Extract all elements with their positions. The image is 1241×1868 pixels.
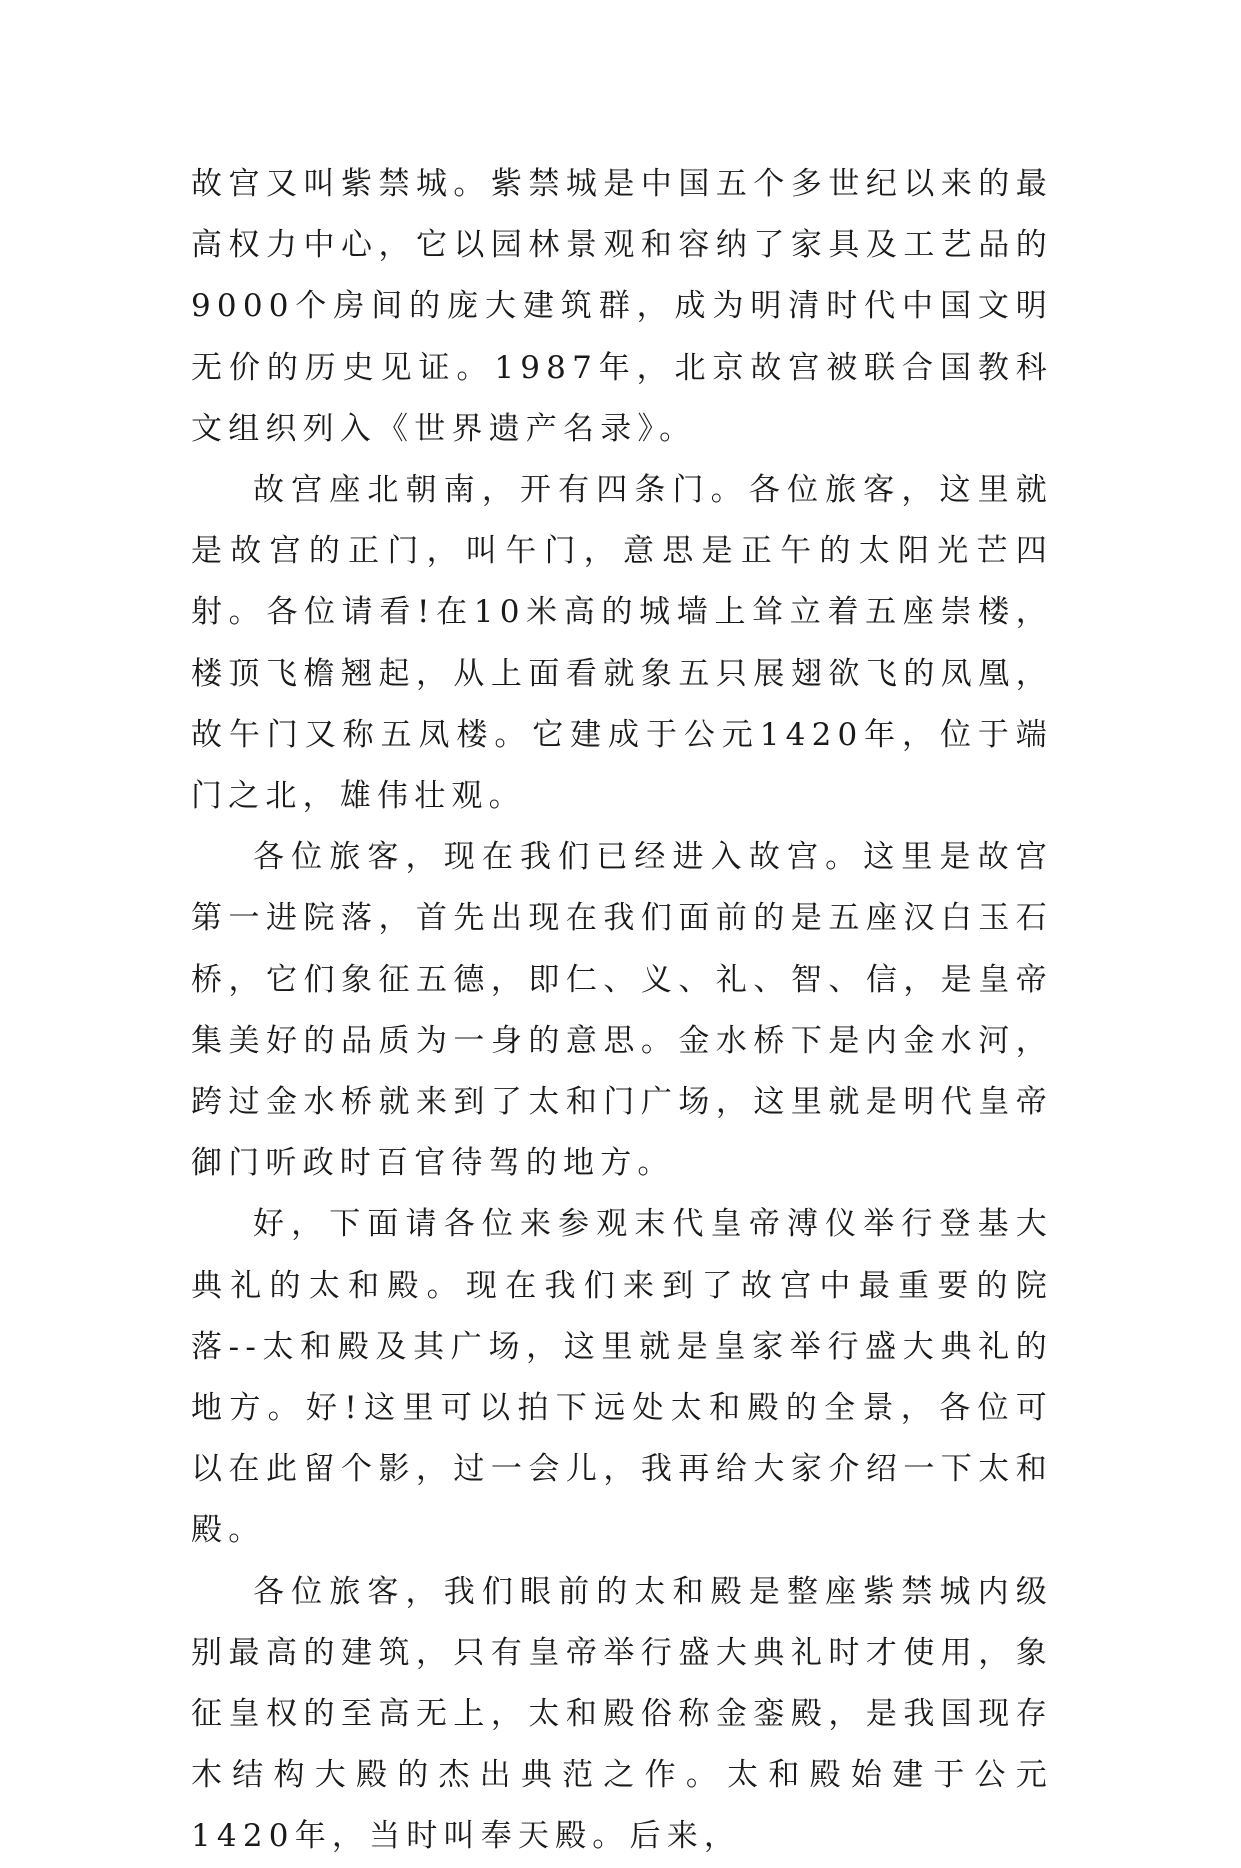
- paragraph-hall-square: 好，下面请各位来参观末代皇帝溥仪举行登基大典礼的太和殿。现在我们来到了故宫中最重要的院落--太和殿及其广场，这里就是皇家举行盛大典礼的地方。好!这里可以拍下远处太和殿的全景，各位可以在此留个影，过一会儿，我再给大家介绍一下太和殿。: [191, 1206, 1053, 1549]
- paragraph-golden-water-bridges: 各位旅客，现在我们已经进入故宫。这里是故宫第一进院落，首先出现在我们面前的是五座汉白玉石桥，它们象征五德，即仁、义、礼、智、信，是皇帝集美好的品质为一身的意思。金水桥下是内金水河，跨过金水桥就来到了太和门广场，这里就是明代皇帝御门听政时百官待驾的地方。: [191, 839, 1053, 1182]
- paragraph-intro: 故宫又叫紫禁城。紫禁城是中国五个多世纪以来的最高权力中心，它以园林景观和容纳了家具及工艺品的9000个房间的庞大建筑群，成为明清时代中国文明无价的历史见证。1987年，北京故宫被联合国教科文组织列入《世界遗产名录》。: [191, 166, 1053, 447]
- paragraph-hall-of-supreme-harmony: 各位旅客，我们眼前的太和殿是整座紫禁城内级别最高的建筑，只有皇帝举行盛大典礼时才使用，象征皇权的至高无上，太和殿俗称金銮殿，是我国现存木结构大殿的杰出典范之作。太和殿始建于公元1420年，当时叫奉天殿。后来，: [191, 1573, 1053, 1855]
- paragraph-meridian-gate: 故宫座北朝南，开有四条门。各位旅客，这里就是故宫的正门，叫午门，意思是正午的太阳光芒四射。各位请看!在10米高的城墙上耸立着五座崇楼，楼顶飞檐翘起，从上面看就象五只展翅欲飞的凤凰，故午门又称五凤楼。它建成于公元1420年，位于端门之北，雄伟壮观。: [191, 472, 1053, 815]
- document-body: [191, 154, 1053, 1868]
